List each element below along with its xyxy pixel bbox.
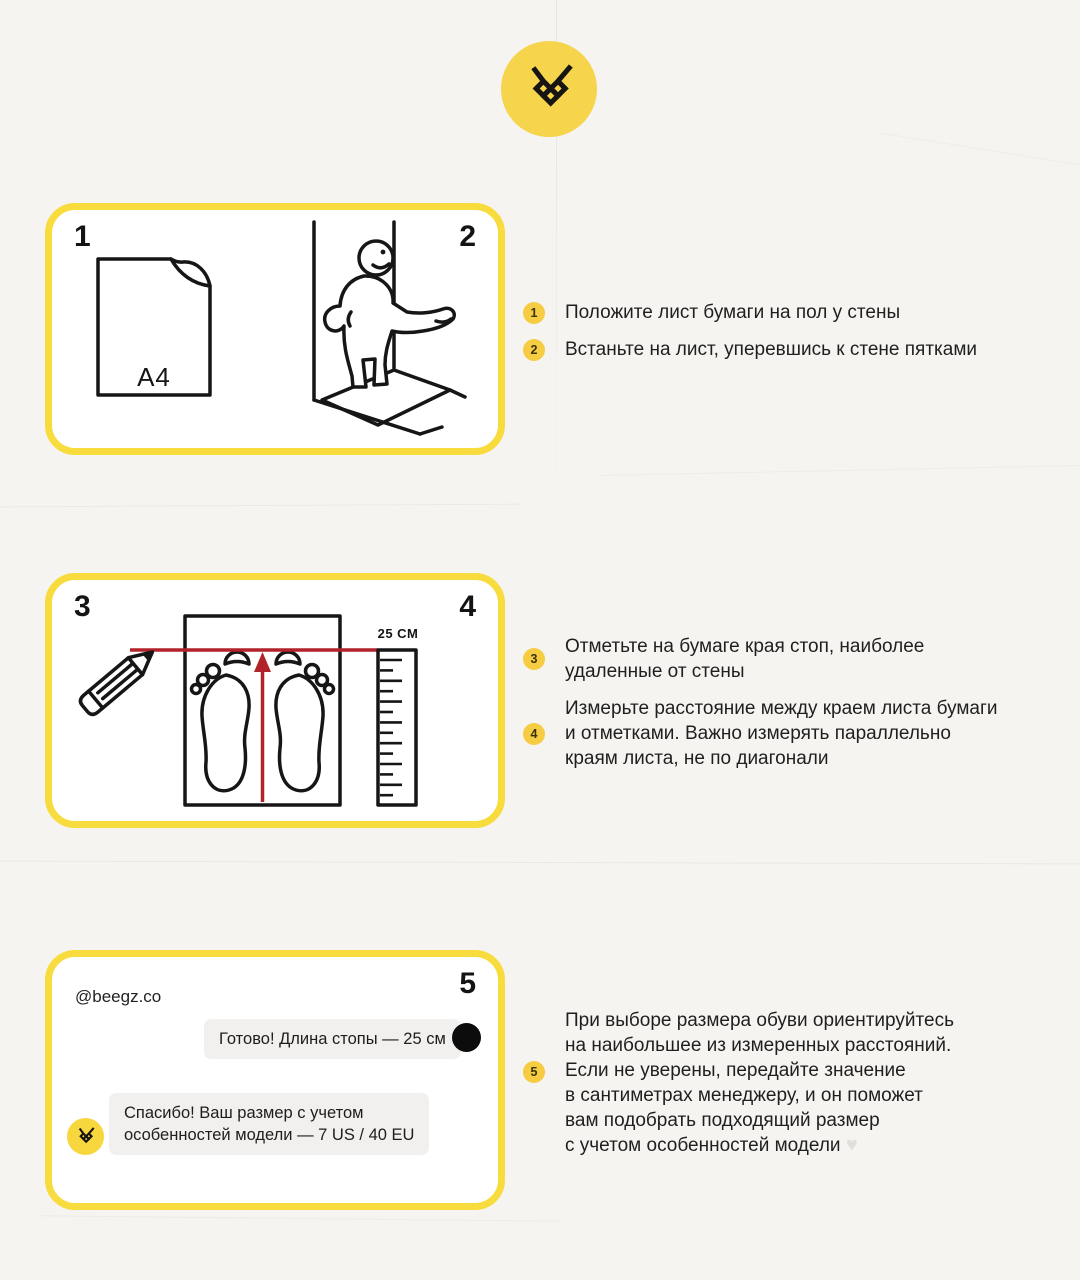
person-at-wall-illustration — [296, 220, 468, 448]
step-row-4 — [523, 696, 1070, 771]
panel-step-5-chat — [45, 950, 505, 1210]
step-1-badge: 1 — [523, 302, 545, 324]
black-dot-avatar — [452, 1023, 481, 1052]
heart-icon: ♥ — [845, 1134, 858, 1156]
beegz-logo-icon — [521, 61, 577, 117]
paper-crease — [600, 465, 1080, 476]
paper-crease — [0, 504, 520, 508]
step-3-text: Отметьте на бумаге края стоп, наиболее удаленные от стены — [565, 636, 925, 682]
step-5-badge: 5 — [523, 1061, 545, 1083]
brand-handle: @beegz.co — [75, 987, 162, 1006]
paper-crease — [881, 133, 1080, 168]
ruler-icon — [378, 650, 416, 805]
ruler-label: 25 CM — [377, 626, 419, 641]
step-2-text: Встаньте на лист, уперевшись к стене пятками — [565, 339, 978, 360]
a4-label: A4 — [137, 362, 171, 392]
panel3-number-right: 5 — [459, 967, 476, 1000]
chat-message-outgoing: Готово! Длина стопы — 25 см — [204, 1019, 461, 1059]
step-row-2 — [523, 337, 1070, 362]
foot-measuring-illustration — [52, 580, 498, 821]
step-3-badge: 3 — [523, 648, 545, 670]
step-row-3 — [523, 634, 1070, 684]
step-4-text: Измерьте расстояние между краем листа бумаги и отметками. Важно измерять параллельно краям листа, не по диагонали — [565, 698, 998, 769]
panel-step-1-2 — [45, 203, 505, 455]
panel2-number-left: 3 — [74, 590, 91, 623]
pencil-icon — [78, 644, 160, 717]
step-5-text — [565, 1008, 1070, 1158]
step-2-badge: 2 — [523, 339, 545, 361]
panel1-number-left: 1 — [74, 220, 91, 253]
brand-logo-badge — [501, 41, 597, 137]
beegz-avatar — [67, 1118, 104, 1155]
panel-step-3-4 — [45, 573, 505, 828]
panel2-number-right: 4 — [459, 590, 476, 623]
panel1-number-right: 2 — [459, 220, 476, 253]
step-5-text-body: При выборе размера обуви ориентируйтесь на наибольшее из измеренных расстояний. Если не уверены, передайте значение в сантиметрах менеджеру, и он поможет вам подобрать подходящий размер с учетом особенностей модели — [565, 1010, 954, 1156]
step-row-1 — [523, 300, 1070, 325]
step-4-badge: 4 — [523, 723, 545, 745]
beegz-logo-icon — [75, 1126, 96, 1147]
paper-crease — [0, 861, 1080, 865]
step-row-5 — [523, 1008, 1070, 1158]
step-1-text: Положите лист бумаги на пол у стены — [565, 302, 901, 323]
chat-message-incoming: Спасибо! Ваш размер с учетом особенностей модели — 7 US / 40 EU — [109, 1093, 429, 1155]
paper-crease — [40, 1215, 560, 1221]
